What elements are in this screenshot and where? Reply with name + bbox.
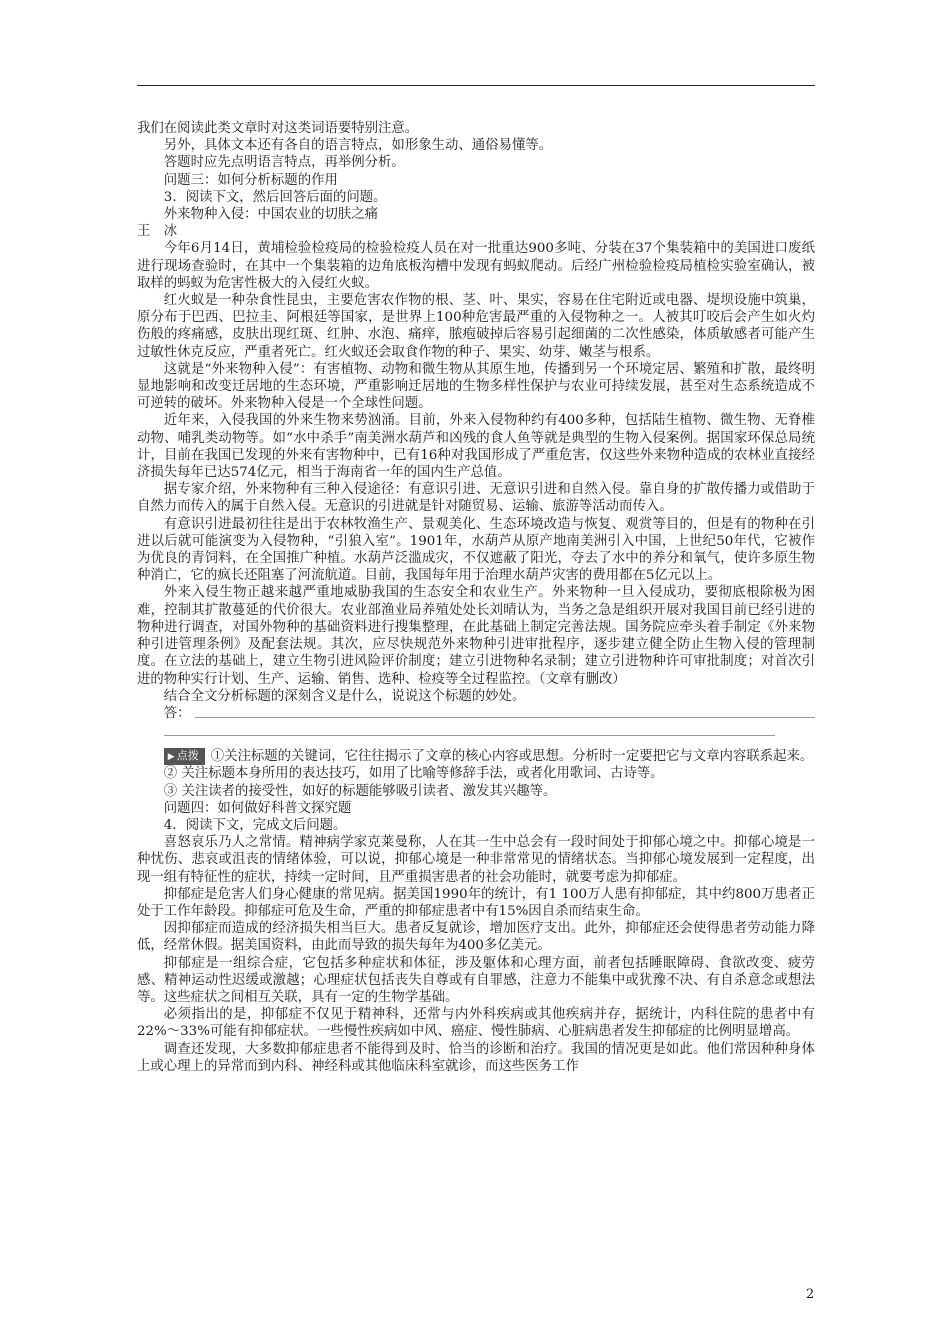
passage-one [137, 120, 815, 705]
paragraph: 问题三：如何分析标题的作用 [163, 172, 338, 188]
paragraph: 4．阅读下文，完成文后问题。 [163, 817, 347, 833]
article-author: 王冰 [137, 224, 191, 240]
paragraph: 外来入侵生物正越来越严重地威胁我国的生态安全和农业生产。外来物种一旦入侵成功，要彻底根除极为困难，控制其扩散蔓延的代价很大。农业部渔业局养殖处处长刘晴认为，当务之急是组织开展对我国目前已经引进的物种进行调查，对国外物种的基础资料进行搜集整理，在此基础上制定完善法规。国务院应牵头着手制定《外来物种引进管理条例》及配套法规。其次，应尽快规范外来物种引进审批程序，逐步建立健全防止生物入侵的管理制度。在立法的基础上，建立生物引进风险评价制度；建立引进物种名录制；建立引进物种许可审批制度；对首次引进的物种实行计划、生产、运输、销售、选种、检疫等全过程监控。（文章有删改） [137, 585, 815, 687]
tip-arrow-icon: ▶ [167, 752, 175, 763]
paragraph: 3．阅读下文，然后回答后面的问题。 [163, 189, 387, 205]
tip-item: ③ 关注读者的接受性，如好的标题能够吸引读者、激发其兴趣等。 [163, 783, 557, 799]
paragraph: 问题四：如何做好科普文探究题 [163, 800, 352, 816]
answer-label: 答： [163, 705, 191, 721]
paragraph: 抑郁症是一组综合症，它包括多种症状和体征，涉及躯体和心理方面，前者包括睡眠障碍、食欲改变、疲劳感、精神运动性迟缓或激越；心理症状包括丧失自尊或有自罪感，注意力不能集中或犹豫不决、有自杀意念或想法等。这些症状之间相互关联，具有一定的生物学基础。 [137, 955, 815, 1005]
page-number: 2 [806, 1287, 815, 1302]
tip-badge-label: 点拨 [176, 749, 199, 763]
paragraph: 今年6月14日，黄埔检验检疫局的检验检疫人员在对一批重达900多吨、分装在37个集装箱中的美国进口废纸进行现场查验时，在其中一个集装箱的边角底板沟槽中发现有蚂蚁爬动。后经广州检验检疫局植检实验室确认，被取样的蚂蚁为危害性极大的入侵红火蚁。 [137, 241, 815, 291]
paragraph: 我们在阅读此类文章时对这类词语要特别注意。 [137, 121, 419, 136]
answer-area [137, 705, 815, 722]
page-content [137, 120, 815, 1075]
paragraph: 结合全文分析标题的深刻含义是什么，说说这个标题的妙处。 [163, 688, 526, 704]
tip-badge [164, 748, 205, 765]
tip-item: ② 关注标题本身所用的表达技巧，如用了比喻等修辞手法，或者化用歌词、古诗等。 [163, 766, 664, 782]
paragraph: 喜怒哀乐乃人之常情。精神病学家克莱曼称，人在其一生中总会有一段时间处于抑郁心境之中。抑郁心境是一种忧伤、悲哀或沮丧的情绪体验，可以说，抑郁心境是一种非常常见的情绪状态。当抑郁心境发展到一定程度，出现一组有特征性的症状，持续一定时间，且严重损害患者的社会功能时，就要考虑为抑郁症。 [137, 835, 815, 885]
paragraph: 红火蚁是一种杂食性昆虫，主要危害农作物的根、茎、叶、果实，容易在住宅附近或电器、堤坝设施中筑巢，原分布于巴西、巴拉圭、阿根廷等国家，是世界上100种危害最严重的入侵物种之一。人被其叮咬后会产生如火灼伤般的疼痛感，皮肤出现红斑、红肿、水泡、痛痒，脓疱破掉后容易引起细菌的二次性感染，体质敏感者可能产生过敏性休克反应，严重者死亡。红火蚁还会取食作物的种子、果实、幼芽、嫩茎与根系。 [137, 293, 815, 360]
paragraph: 必须指出的是，抑郁症不仅见于精神科，还常与内外科疾病或其他疾病并存，据统计，内科住院的患者中有22%～33%可能有抑郁症状。一些慢性疾病如中风、癌症、慢性肺病、心脏病患者发生抑郁症的比例明显增高。 [137, 1007, 815, 1040]
tip-first [137, 748, 815, 765]
paragraph: 另外，具体文本还有各自的语言特点，如形象生动、通俗易懂等。 [163, 138, 553, 154]
paragraph: 答题时应先点明语言特点，再举例分析。 [163, 155, 405, 171]
paragraph: 抑郁症是危害人们身心健康的常见病。据美国1990年的统计，有1 100万人患有抑郁症，其中约800万患者正处于工作年龄段。抑郁症可危及生命，严重的抑郁症患者中有15%因自杀而结束生命。 [137, 886, 815, 919]
paragraph: 调查还发现，大多数抑郁症患者不能得到及时、恰当的诊断和治疗。我国的情况更是如此。他们常因种种身体上或心理上的异常而到内科、神经科或其他临床科室就诊，而这些医务工作 [137, 1041, 815, 1074]
answer-line-2[interactable] [164, 722, 775, 736]
answer-line[interactable] [195, 716, 815, 718]
paragraph: 这就是“外来物种入侵”：有害植物、动物和微生物从其原生地，传播到另一个环境定居、繁殖和扩散，最终明显地影响和改变迁居地的生态环境，严重影响迁居地的生物多样性保护与农业可持续发展，甚至对生态系统造成不可逆转的破坏。外来物种入侵是一个全球性问题。 [137, 361, 815, 412]
paragraph: 外来物种入侵：中国农业的切肤之痛 [163, 207, 379, 223]
paragraph: 据专家介绍，外来物种有三种入侵途径：有意识引进、无意识引进和自然入侵。靠自身的扩散传播力或借助于自然力而传入的属于自然入侵。无意识的引进就是针对随贸易、运输、旅游等活动而传入。 [137, 482, 815, 515]
tip-first-text: ①关注标题的关键词，它往往揭示了文章的核心内容或思想。分析时一定要把它与文章内容联系起来。 [210, 749, 814, 765]
paragraph: 近年来，入侵我国的外来生物来势汹涌。目前，外来入侵物种约有400多种，包括陆生植物、微生物、无脊椎动物、哺乳类动物等。如“水中杀手”南美洲水葫芦和凶残的食人鱼等就是典型的生物入侵案例。据国家环保总局统计，目前在我国已发现的外来有害物种中，已有16种对我国形成了严重危害，仅这些外来物种造成的农林业直接经济损失每年已达574亿元，相当于海南省一年的国内生产总值。 [137, 413, 815, 481]
passage-two [137, 800, 815, 1075]
paragraph: 因抑郁症而造成的经济损失相当巨大。患者反复就诊，增加医疗支出。此外，抑郁症还会使得患者劳动能力降低，经常休假。据美国资料，由此而导致的损失每年为400多亿美元。 [137, 921, 815, 954]
paragraph: 有意识引进最初往往是出于农林牧渔生产、景观美化、生态环境改造与恢复、观赏等目的，但是有的物种在引进以后就可能演变为入侵物种，“引狼入室”。1901年，水葫芦从原产地南美洲引入中国，上世纪50年代，它被作为优良的青饲料，在全国推广种植。水葫芦泛滥成灾，不仅遮蔽了阳光，夺去了水中的养分和氧气，使许多原生物种消亡，它的疯长还阻塞了河流航道。目前，我国每年用于治理水葫芦灾害的费用都在5亿元以上。 [137, 516, 815, 584]
header-rule [137, 85, 815, 86]
tip-section [137, 748, 815, 800]
